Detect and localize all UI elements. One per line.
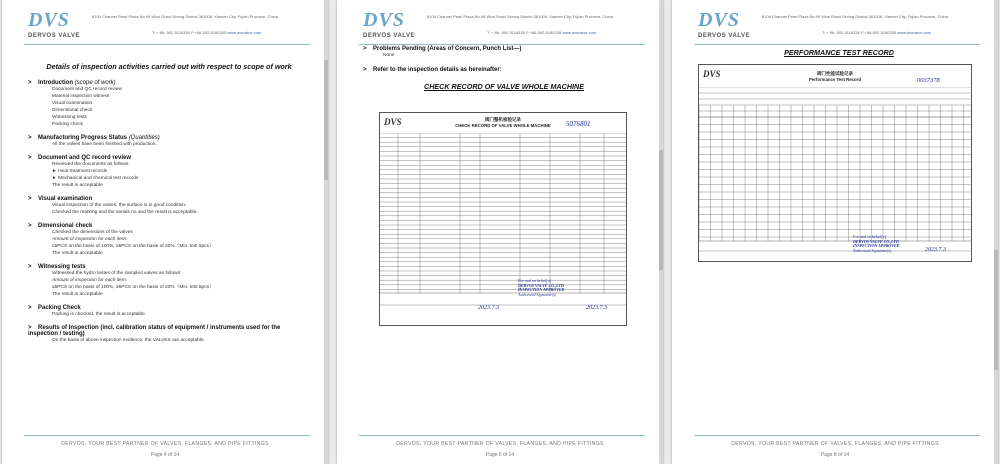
report-page-8 — [672, 0, 998, 464]
form-cn-title: 阀门性能试验记录 — [817, 71, 853, 76]
page-number: Page 6 of 14 — [485, 452, 515, 458]
section-introduction: > Introduction (scope of work) Document and QC record review Material inspection witness Visual examination Dimensional check Witnessing tests Packing check — [28, 80, 122, 127]
section-packing: > Packing Check Packing is checked, the result is acceptable — [28, 305, 145, 317]
company-address: 8104 Channel Pearl Plaza,No.99 Wuxi Road Siming District,361008, Xiamen City, Fujian Province, China — [427, 14, 613, 19]
company-contact: T: + 86- 592-5116336 F:+86-592-5180335 www.dvsvalve.com — [152, 30, 262, 35]
inspection-signature: 2023.7.3 — [925, 247, 946, 253]
performance-form — [698, 64, 972, 262]
footer-slogan: DERVOS, YOUR BEST PARTNER OF VALVES, FLANGES, AND PIPE FITTINGS — [396, 441, 604, 447]
form-logo: DVS — [703, 69, 721, 79]
section-visual: > Visual examination Visual inspection of the valves, the surface is in good condition. Checked the marking and the serials no and the result is acceptable. — [28, 196, 198, 215]
page-header — [672, 8, 998, 48]
report-page-6 — [337, 0, 663, 464]
company-website-link[interactable]: www.dvsvalve.com — [897, 30, 932, 35]
page-title: Details of inspection activities carried out with respect to scope of work — [46, 62, 292, 71]
company-logo: DVS DERVOS VALVE — [698, 9, 751, 39]
company-address: 8104 Channel Pearl Plaza,No.99 Wuxi Road Siming District,361008, Xiamen City, Fujian Province, China — [92, 14, 278, 19]
problems-section: > Problems Pending (Areas of Concern, Punch List—) None > Refer to the inspection details as hereinafter: CHECK RECORD OF VALVE WHOLE MACHINE — [363, 46, 645, 91]
form-number: 0037378 — [917, 77, 940, 84]
company-website-link[interactable]: www.dvsvalve.com — [562, 30, 597, 35]
section-results: > Results of Inspection (incl. calibration status of equipment / instruments used for the inspection / testing) On the basis of above inspection evidence, the VALVES are acceptable. — [28, 325, 281, 343]
performance-section — [698, 48, 980, 57]
footer-slogan: DERVOS, YOUR BEST PARTNER OF VALVES, FLANGES, AND PIPE FITTINGS — [61, 441, 269, 447]
scrollbar[interactable] — [994, 0, 998, 464]
footer-slogan: DERVOS, YOUR BEST PARTNER OF VALVES, FLANGES, AND PIPE FITTINGS — [731, 441, 939, 447]
company-logo: DVS DERVOS VALVE — [363, 9, 416, 39]
page-header — [337, 8, 663, 48]
page-header — [2, 8, 328, 48]
company-contact: T: + 86- 592-5116336 F:+86-592-5180335 www.dvsvalve.com — [822, 30, 932, 35]
check-record-title: CHECK RECORD OF VALVE WHOLE MACHINE — [424, 82, 584, 91]
inspection-stamp: For and on behalf of DERVOS VALVE CO.,LTD INSPECTION APPROVED Authorized Signature(s) — [853, 234, 900, 253]
form-table — [380, 133, 626, 323]
section-witnessing: > Witnessing tests Witnessed the hydro testes of the sampled valves as follows: Amount of inspection for each item: ≤5PCS on the basis of 100%, ≥5PCS on the basis of 20%（Min. test 5pcs） The result is acceptable — [28, 264, 214, 297]
form-logo: DVS — [384, 117, 402, 127]
check-record-form — [379, 112, 627, 326]
page-number: Page 8 of 14 — [820, 452, 850, 458]
form-table — [699, 87, 971, 261]
section-document-review: > Document and QC record review Reviewed the documents as follows. ► Heat treatment records ► Mechanical and chemical test records The result is acceptable — [28, 155, 139, 188]
inspection-details — [28, 62, 310, 344]
company-website-link[interactable]: www.dvsvalve.com — [227, 30, 262, 35]
company-address: 8104 Channel Pearl Plaza,No.99 Wuxi Road Siming District,361008, Xiamen City, Fujian Province, China — [762, 14, 948, 19]
company-contact: T: + 86- 592-5116336 F:+86-592-5180335 www.dvsvalve.com — [487, 30, 597, 35]
company-logo: DVS DERVOS VALVE — [28, 9, 81, 39]
form-en-title: CHECK RECORD OF VALVE WHOLE MACHINE — [455, 123, 551, 128]
form-cn-title: 阀门整机检验记录 — [485, 117, 521, 122]
performance-title: PERFORMANCE TEST RECORD — [784, 48, 894, 57]
form-en-title: Performance Test Record — [809, 77, 861, 82]
scrollbar[interactable] — [324, 0, 328, 464]
inspection-stamp: For and on behalf of DERVOS VALVE CO.,LTD INSPECTION APPROVED Authorized Signature(s) — [518, 278, 565, 297]
inspection-signature-2: 2023.7.3 — [586, 305, 607, 311]
page-number: Page 4 of 14 — [150, 452, 180, 458]
section-dimensional: > Dimensional check Checked the dimensions of the valves Amount of inspection for each item: ≤5PCS on the basis of 100%, ≥5PCS on the basis of 20%（Min. test 5pcs） The result is acceptable — [28, 223, 214, 256]
scrollbar[interactable] — [659, 0, 663, 464]
report-page-4 — [2, 0, 328, 464]
inspection-signature: 2023.7.3 — [478, 305, 499, 311]
section-progress: > Manufacturing Progress Status (Quantities) All the valves have been finished with production. — [28, 135, 160, 147]
form-number: 5076801 — [566, 120, 591, 128]
